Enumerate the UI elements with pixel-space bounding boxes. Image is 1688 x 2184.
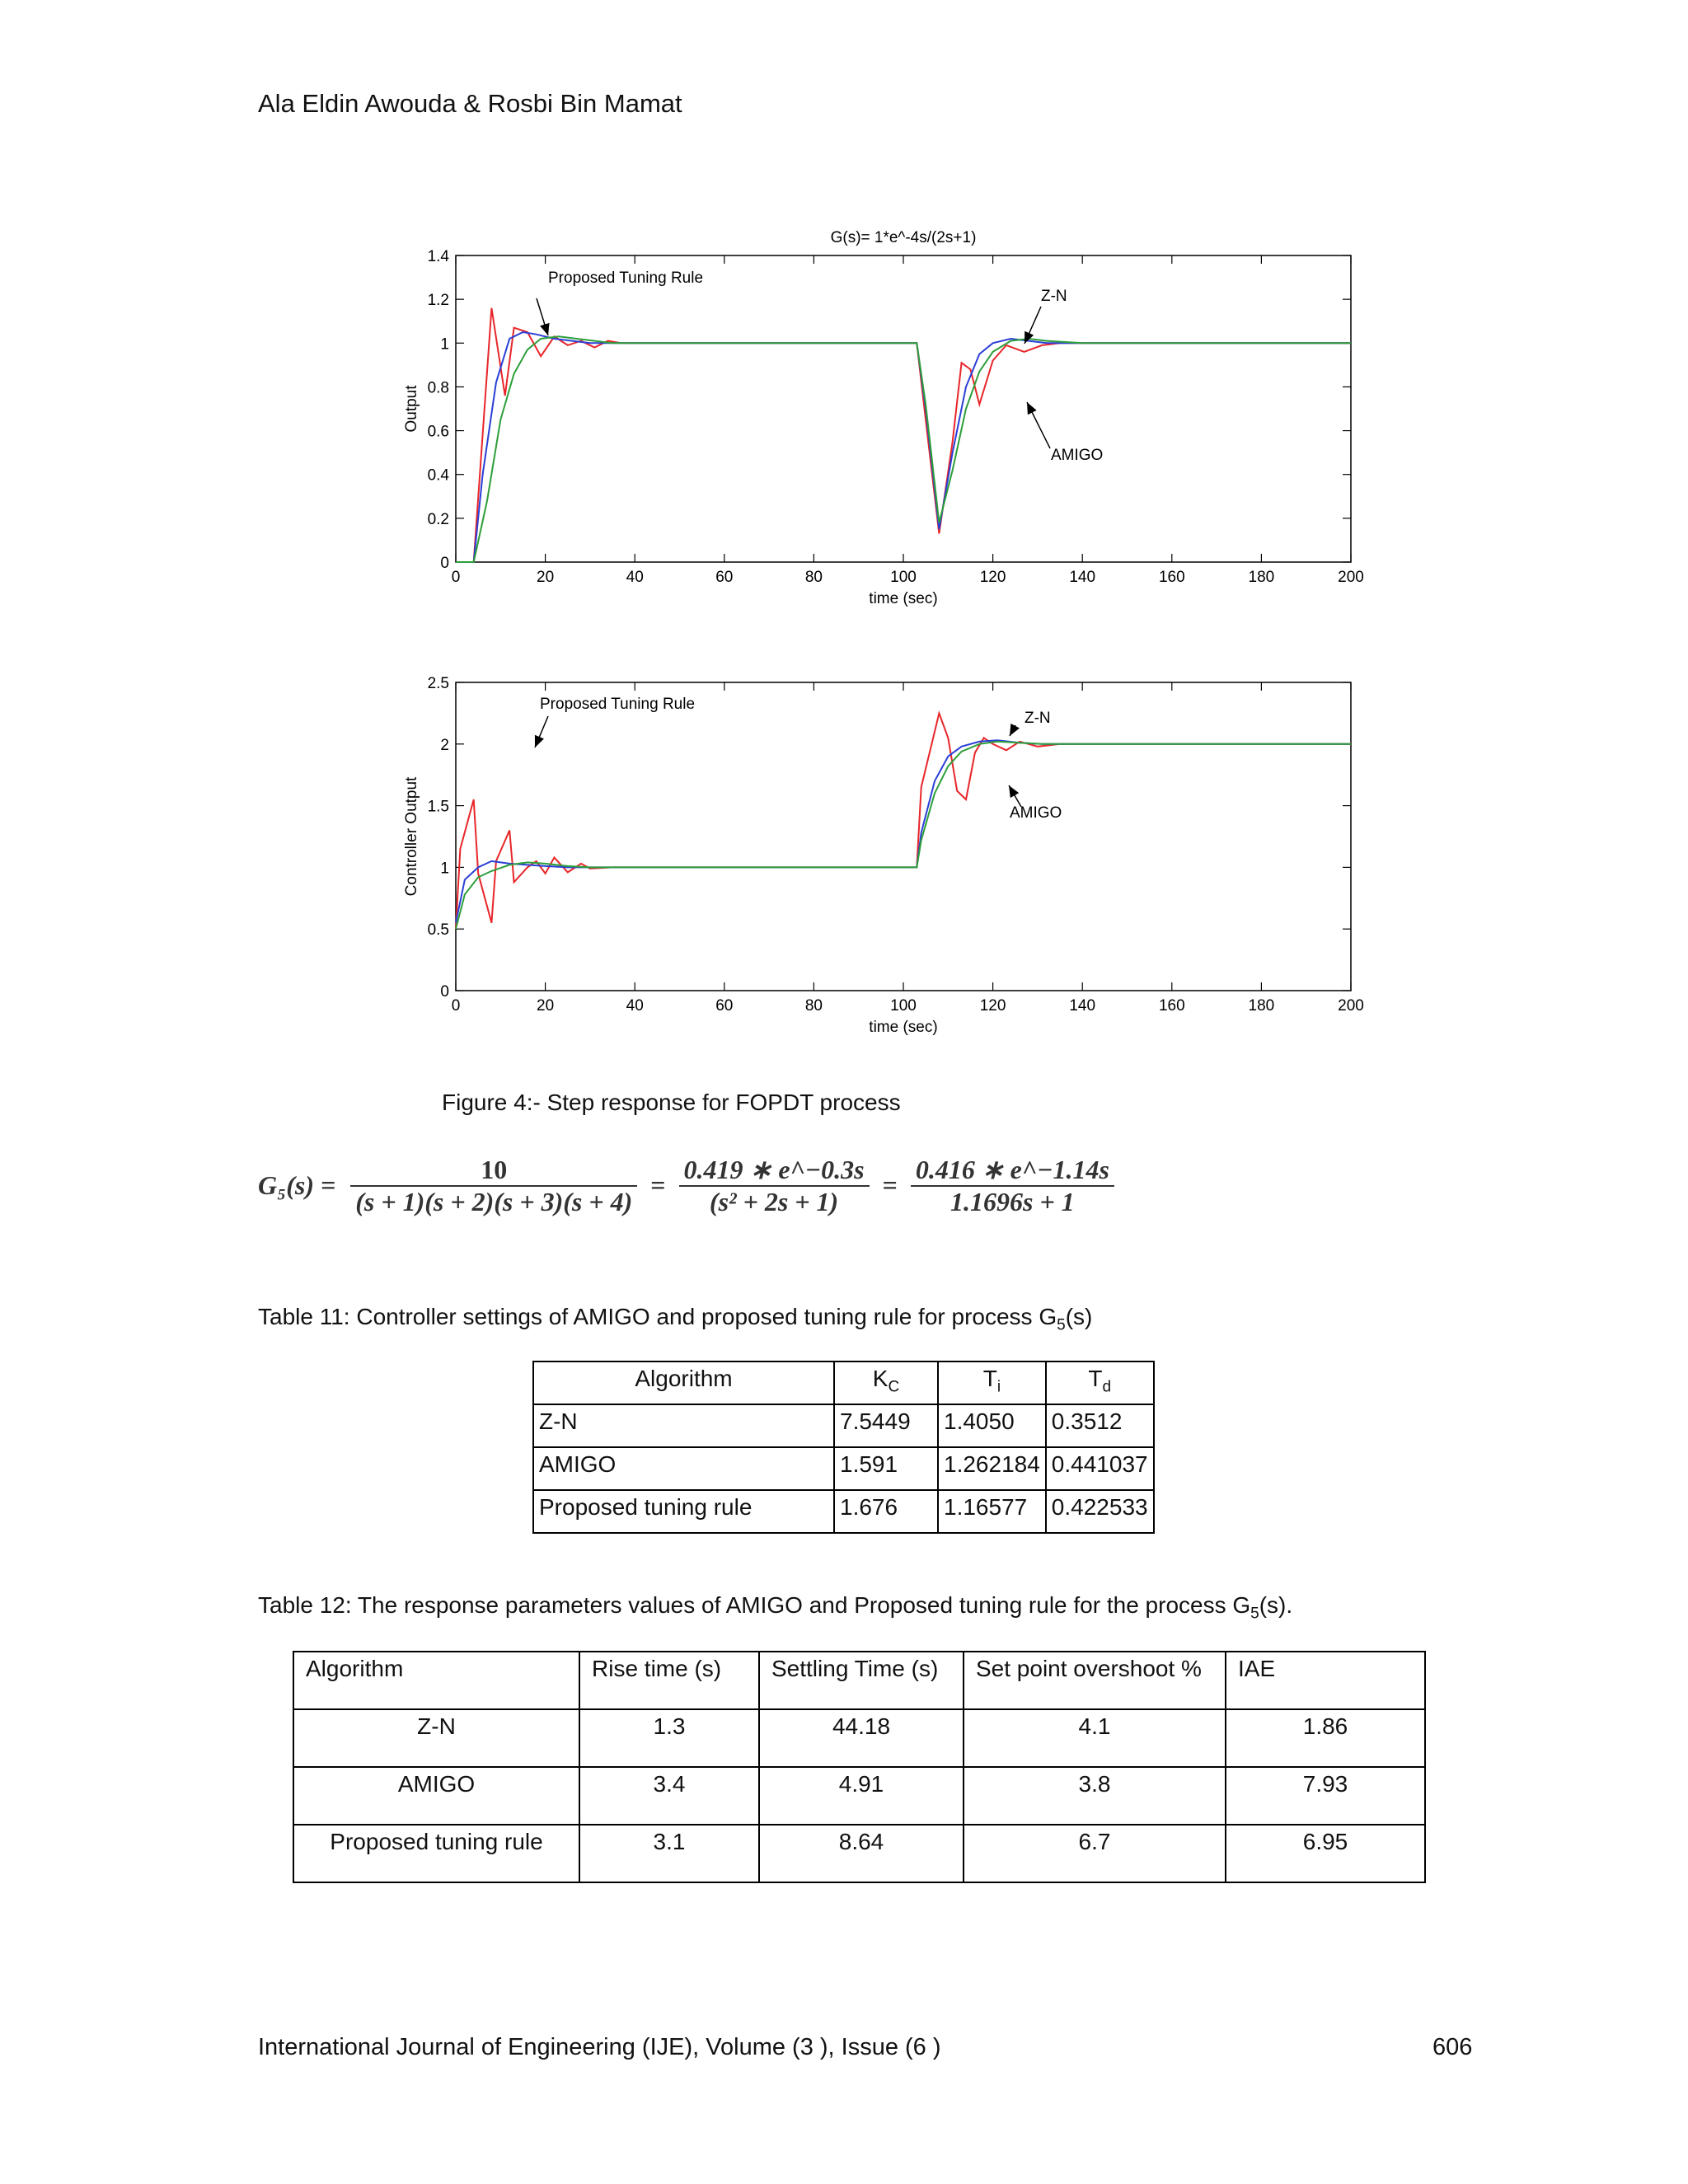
annotation-label: AMIGO: [1051, 447, 1104, 464]
y-tick-label: 2.5: [427, 675, 449, 692]
x-tick-label: 140: [1069, 569, 1096, 586]
x-tick-label: 60: [715, 997, 734, 1015]
x-tick-label: 100: [890, 997, 917, 1015]
table-cell: 1.591: [834, 1447, 938, 1490]
table-cell: 1.86: [1226, 1709, 1425, 1767]
table-header-cell: $T_i$: [938, 1361, 1046, 1404]
equation-f1-den: (s + 1)(s + 2)(s + 3)(s + 4): [350, 1185, 637, 1217]
y-tick-label: 1.2: [427, 292, 449, 310]
x-tick-label: 20: [537, 997, 555, 1015]
footer-journal: International Journal of Engineering (IJE), Volume (3 ), Issue (6 ): [258, 2034, 941, 2060]
footer-page-number: 606: [1432, 2034, 1473, 2060]
x-axis-label: time (sec): [869, 590, 938, 607]
table-cell: 7.5449: [834, 1404, 938, 1447]
y-tick-label: 1: [440, 335, 449, 354]
x-tick-label: 160: [1158, 997, 1185, 1015]
table-row: [533, 1404, 1154, 1447]
table-row: [533, 1490, 1154, 1533]
table-cell: 6.95: [1226, 1825, 1425, 1882]
table-cell: AMIGO: [533, 1447, 834, 1490]
x-tick-label: 40: [626, 997, 644, 1015]
equation-fraction-1: [350, 1155, 637, 1217]
table-cell: 1.4050: [938, 1404, 1046, 1447]
table-cell: Proposed tuning rule: [293, 1825, 579, 1882]
table-cell: 0.3512: [1046, 1404, 1154, 1447]
table-header-cell: Set point overshoot %: [964, 1652, 1226, 1709]
table-cell: 3.1: [579, 1825, 759, 1882]
table-cell: 4.91: [759, 1767, 964, 1825]
table-row: [293, 1709, 1425, 1767]
equation-lhs: G₅(s) =: [258, 1170, 336, 1200]
table-cell: Z-N: [533, 1404, 834, 1447]
table-cell: 7.93: [1226, 1767, 1425, 1825]
x-tick-label: 20: [537, 569, 555, 586]
table-header-row: [293, 1652, 1425, 1709]
y-tick-label: 1.4: [427, 248, 449, 265]
table-cell: 3.8: [964, 1767, 1226, 1825]
table-cell: Z-N: [293, 1709, 579, 1767]
plot-output: [403, 229, 1364, 607]
equation-f2-num: 0.419 ∗ e^−0.3s: [683, 1155, 865, 1184]
equation-fraction-3: [911, 1154, 1114, 1217]
table-cell: 1.262184: [938, 1447, 1046, 1490]
table-cell: 8.64: [759, 1825, 964, 1882]
x-tick-label: 60: [715, 569, 734, 586]
table-header-cell: Algorithm: [533, 1361, 834, 1404]
x-tick-label: 80: [804, 569, 823, 586]
x-tick-label: 40: [626, 569, 644, 586]
table-cell: Proposed tuning rule: [533, 1490, 834, 1533]
table-header-cell: $T_d$: [1046, 1361, 1154, 1404]
table11: [532, 1361, 1155, 1534]
table-header-cell: Rise time (s): [579, 1652, 759, 1709]
x-tick-label: 120: [979, 997, 1006, 1015]
equation-g5: G₅(s) = $\frac{10}{(s + 1)(s + 2)(s + 3)(s + 4)}$ = $\frac{0.419 ∗ e\^{}-0.3s}{\text{(s² + 2s + 1)}}$ = $\frac{0.416 ∗ e\^{}-1.14s}{1.1696s + 1}$: [258, 1154, 1114, 1217]
plot-frame: [456, 682, 1351, 991]
x-tick-label: 80: [804, 997, 823, 1015]
y-tick-label: 1: [440, 860, 449, 878]
y-tick-label: 0.4: [427, 466, 449, 485]
x-tick-label: 180: [1248, 997, 1275, 1015]
annotation-label: Z-N: [1025, 710, 1051, 727]
x-tick-label: 200: [1338, 997, 1364, 1015]
table-cell: 1.3: [579, 1709, 759, 1767]
table-cell: 1.676: [834, 1490, 938, 1533]
table-cell: 1.16577: [938, 1490, 1046, 1533]
table-cell: AMIGO: [293, 1767, 579, 1825]
table-row: [293, 1825, 1425, 1882]
figure-caption: Figure 4:- Step response for FOPDT process: [442, 1090, 901, 1115]
y-tick-label: 0.2: [427, 510, 449, 528]
x-tick-label: 140: [1069, 997, 1096, 1015]
x-tick-label: 100: [890, 569, 917, 586]
equation-f3-num: 0.416 ∗ e^−1.14s: [915, 1155, 1109, 1184]
table-header-cell: IAE: [1226, 1652, 1425, 1709]
plot-frame: [456, 255, 1351, 562]
y-tick-label: 1.5: [427, 798, 449, 816]
annotation-label: Z-N: [1041, 288, 1067, 305]
y-tick-label: 0: [440, 983, 449, 1001]
y-axis-label: Controller Output: [403, 776, 420, 897]
equation-fraction-2: [679, 1154, 870, 1217]
table12: [293, 1651, 1426, 1883]
table11-caption: Table 11: Controller settings of AMIGO and proposed tuning rule for process $G_5(s)$: [258, 1304, 1093, 1334]
table-header-cell: $K_C$: [834, 1361, 938, 1404]
x-tick-label: 120: [979, 569, 1006, 586]
table-header-row: [533, 1361, 1154, 1404]
plot-title: G(s)= 1*e^-4s/(2s+1): [830, 229, 977, 246]
table-cell: 4.1: [964, 1709, 1226, 1767]
y-axis-label: Output: [403, 385, 420, 433]
table-cell: 6.7: [964, 1825, 1226, 1882]
plot-controller-output: [403, 675, 1364, 1036]
x-tick-label: 0: [451, 569, 461, 586]
table12-caption: Table 12: The response parameters values of AMIGO and Proposed tuning rule for the process $G_5(s)$.: [258, 1592, 1293, 1623]
y-tick-label: 0.6: [427, 423, 449, 441]
x-tick-label: 0: [451, 997, 461, 1015]
table-cell: 3.4: [579, 1767, 759, 1825]
page-header: Ala Eldin Awouda & Rosbi Bin Mamat: [258, 89, 682, 118]
figure-step-response: [387, 210, 1393, 1076]
equation-f2-den: (s² + 2s + 1): [679, 1185, 870, 1217]
x-axis-label: time (sec): [869, 1019, 938, 1036]
y-tick-label: 0.5: [427, 921, 449, 940]
y-tick-label: 0.8: [427, 379, 449, 397]
annotation-label: Proposed Tuning Rule: [548, 269, 704, 287]
y-tick-label: 2: [440, 736, 449, 754]
table-cell: 0.422533: [1046, 1490, 1154, 1533]
x-tick-label: 200: [1338, 569, 1364, 586]
equation-f3-den: 1.1696s + 1: [911, 1185, 1114, 1217]
y-tick-label: 0: [440, 555, 449, 572]
table-header-cell: Settling Time (s): [759, 1652, 964, 1709]
x-tick-label: 160: [1158, 569, 1185, 586]
table-cell: 44.18: [759, 1709, 964, 1767]
table-row: [293, 1767, 1425, 1825]
x-tick-label: 180: [1248, 569, 1275, 586]
table-header-cell: Algorithm: [293, 1652, 579, 1709]
table-row: [533, 1447, 1154, 1490]
annotation-label: Proposed Tuning Rule: [540, 696, 696, 713]
equation-f1-num: 10: [481, 1154, 508, 1184]
table-cell: 0.441037: [1046, 1447, 1154, 1490]
annotation-label: AMIGO: [1010, 804, 1062, 822]
